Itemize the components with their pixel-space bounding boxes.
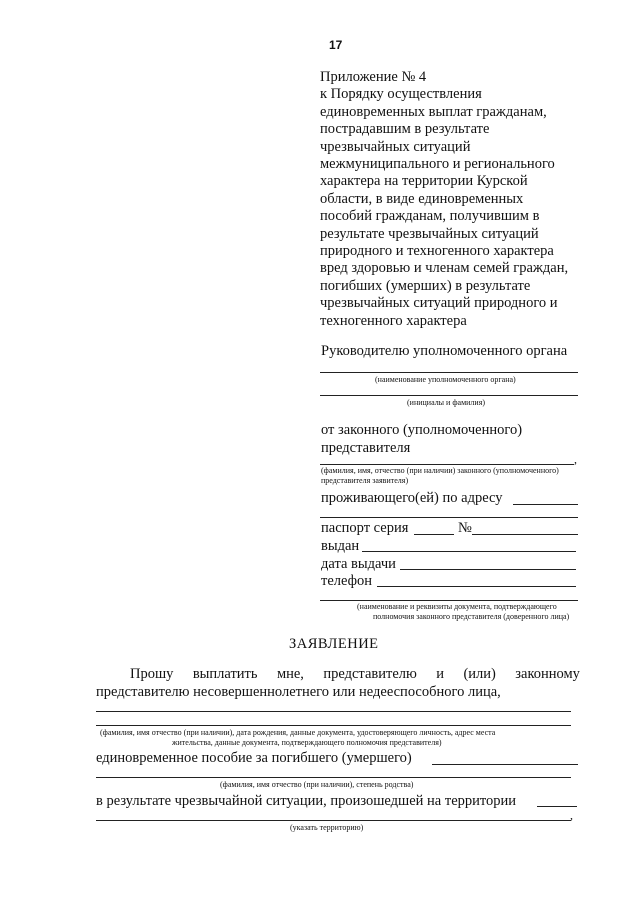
- appendix-line: характера на территории Курской: [320, 173, 528, 190]
- authority-doc-caption-1: (наименование и реквизиты документа, подтверждающего: [357, 602, 557, 611]
- issue-date-field[interactable]: [400, 569, 576, 570]
- territory-caption: (указать территорию): [290, 823, 364, 832]
- recipient-caption-1: (фамилия, имя отчество (при наличии), дата рождения, данные документа, удостоверяющего личность, адрес места: [100, 728, 496, 737]
- word: законному: [515, 666, 580, 682]
- statement-title: ЗАЯВЛЕНИЕ: [289, 636, 379, 652]
- deceased-caption: (фамилия, имя отчество (при наличии), степень родства): [220, 780, 414, 789]
- appendix-line: погибших (умерших) в результате: [320, 277, 531, 294]
- address-label: проживающего(ей) по адресу: [321, 490, 503, 506]
- appendix-line: чрезвычайных ситуаций природного и: [320, 295, 558, 312]
- addressee-heading: Руководителю уполномоченного органа: [321, 343, 568, 359]
- comma-mark: ,: [570, 808, 573, 822]
- word: выплатить: [192, 666, 258, 682]
- head-name-caption: (инициалы и фамилия): [407, 398, 486, 407]
- from-line-1: от законного (уполномоченного): [321, 422, 523, 438]
- issued-field[interactable]: [362, 551, 576, 552]
- address-field-inline[interactable]: [513, 504, 578, 505]
- appendix-line: вред здоровью и членам семей граждан,: [320, 260, 569, 277]
- page-number: 17: [329, 38, 343, 52]
- appendix-line: Приложение № 4: [320, 69, 427, 85]
- authority-doc-caption-2: полномочия законного представителя (доверенного лица): [373, 612, 570, 621]
- appendix-line: природного и техногенного характера: [320, 243, 554, 260]
- territory-field[interactable]: [96, 820, 571, 821]
- word: и: [436, 666, 445, 682]
- org-name-caption: (наименование уполномоченного органа): [375, 375, 516, 384]
- representative-caption-1: (фамилия, имя, отчество (при наличии) законного (уполномоченного): [321, 466, 559, 475]
- recipient-field-2[interactable]: [96, 725, 571, 726]
- head-name-field[interactable]: [320, 395, 578, 396]
- comma-mark: ,: [574, 452, 577, 466]
- recipient-field-1[interactable]: [96, 711, 571, 712]
- statement-line-2: представителю несовершеннолетнего или недееспособного лица,: [96, 684, 501, 700]
- appendix-line: межмуниципального и регионального: [320, 156, 555, 173]
- word: представителю: [323, 666, 417, 682]
- benefit-label: единовременное пособие за погибшего (умершего): [96, 750, 412, 766]
- appendix-line: единовременных выплат гражданам,: [320, 103, 547, 120]
- appendix-line: пострадавшим в результате: [320, 121, 490, 138]
- deceased-name-field[interactable]: [96, 777, 571, 778]
- issued-label: выдан: [321, 538, 360, 554]
- authority-doc-field[interactable]: [320, 600, 578, 601]
- issue-date-label: дата выдачи: [321, 556, 396, 572]
- passport-number-field[interactable]: [472, 534, 578, 535]
- address-field[interactable]: [320, 517, 578, 518]
- territory-label: в результате чрезвычайной ситуации, произошедшей на территории: [96, 793, 517, 809]
- statement-line-1: [130, 666, 580, 683]
- from-line-2: представителя: [321, 440, 411, 456]
- appendix-block: [320, 69, 610, 330]
- recipient-caption-2: жительства, данные документа, подтверждающего полномочия представителя): [172, 738, 442, 747]
- representative-name-field[interactable]: [320, 464, 574, 465]
- appendix-line: чрезвычайных ситуаций: [320, 138, 471, 155]
- deceased-name-field-inline[interactable]: [432, 764, 578, 765]
- org-name-field[interactable]: [320, 372, 578, 373]
- phone-field[interactable]: [377, 586, 576, 587]
- appendix-line: результате чрезвычайных ситуаций: [320, 225, 539, 242]
- word: Прошу: [130, 666, 174, 682]
- word: мне,: [276, 666, 304, 682]
- representative-caption-2: представителя заявителя): [321, 476, 409, 485]
- appendix-line: области, в виде единовременных: [320, 190, 524, 207]
- appendix-line: техногенного характера: [320, 312, 467, 329]
- phone-label: телефон: [321, 573, 373, 589]
- appendix-line: к Порядку осуществления: [320, 86, 482, 103]
- word: (или): [463, 666, 496, 682]
- passport-series-field[interactable]: [414, 534, 454, 535]
- passport-number-sign: №: [458, 520, 472, 536]
- passport-label: паспорт серия: [321, 520, 409, 536]
- appendix-line: пособий гражданам, получившим в: [320, 208, 540, 225]
